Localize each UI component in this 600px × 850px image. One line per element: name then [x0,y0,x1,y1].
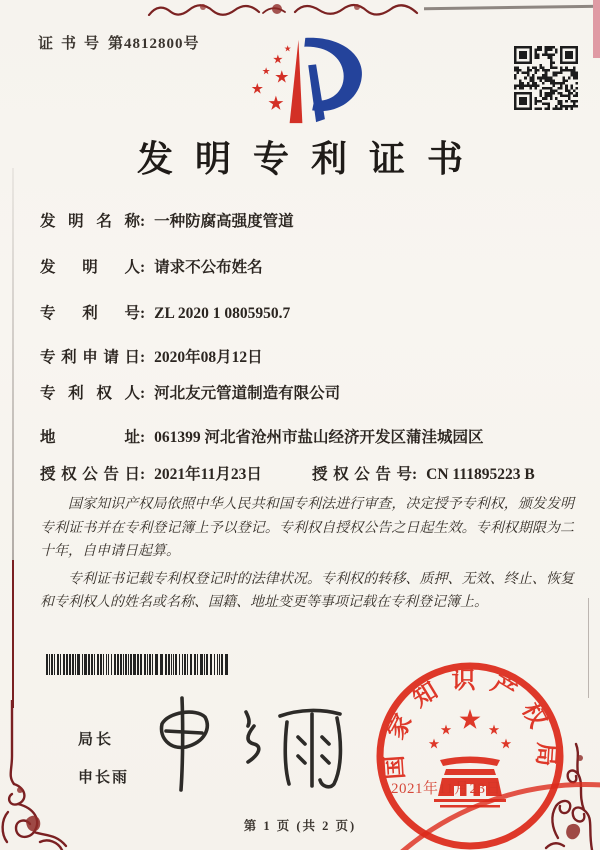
field-value: CN 111895223 B [426,466,535,483]
left-fold-line [12,168,14,568]
legal-paragraph-1: 国家知识产权局依照中华人民共和国专利法进行审查，决定授予专利权，颁发发明专利证书并在专利登记簿上予以登记。专利权自授权公告之日起生效。专利权期限为二十年，自申请日起算。 [40,497,574,559]
cnipa-logo-icon [232,32,407,128]
field-value: 2021年11月23日 [154,466,262,483]
director-signature-icon [150,692,350,797]
page-number: 第 1 页 (共 2 页) [243,819,357,833]
field-colon: : [140,385,146,402]
grant-number-cell [312,465,535,485]
field-colon: : [140,213,146,230]
field-value: 061399 河北省沧州市盐山经济开发区蒲洼城园区 [154,429,484,446]
qr-code-icon [514,46,578,110]
field-label: 专利申请日 [40,349,140,366]
field-row-invention-name [40,212,580,232]
field-list [40,212,580,485]
field-colon: : [140,466,146,483]
signatory-title: 局长 [78,732,115,748]
seal-date-text: 2021年11月23日 [391,781,501,797]
field-colon: : [140,429,146,446]
signatory-name: 申长雨 [78,770,130,786]
certificate-number-label: 证书号 [38,36,100,52]
field-value: ZL 2020 1 0805950.7 [154,305,291,322]
field-row-filing-date [40,348,580,368]
field-colon: : [140,259,146,276]
top-ornament-border [145,0,437,16]
field-colon: : [140,305,146,322]
field-label: 专利权人 [40,385,140,402]
right-fold-line [588,598,589,698]
signatory-block [78,728,129,787]
field-row-address [40,428,580,448]
field-label: 发明人 [40,259,140,276]
field-value: 一种防腐高强度管道 [154,213,294,230]
field-value: 请求不公布姓名 [154,259,263,276]
legal-paragraph-2: 专利证书记载专利权登记时的法律状况。专利权的转移、质押、无效、终止、恢复和专利权人的姓名或名称、国籍、地址变更等事项记载在专利登记簿上。 [40,571,574,610]
field-value: 河北友元管道制造有限公司 [154,385,341,402]
left-border-line [12,560,14,708]
certificate-title: 发明专利证书 [136,139,485,179]
field-label: 授权公告日 [40,466,140,483]
right-edge-strip [593,0,600,58]
legal-text [40,493,574,615]
field-row-patentee [40,384,580,404]
field-value: 2020年08月12日 [154,349,263,366]
field-row-patent-number [40,304,580,324]
field-label: 地址 [40,429,140,446]
seal-org-text: 国家知识产权局 [380,668,560,781]
field-row-inventor [40,258,580,278]
barcode [46,654,231,675]
grant-date-cell [40,465,312,485]
field-label: 发明名称 [40,213,140,230]
field-label: 授权公告号 [312,466,412,483]
field-label: 专利号 [40,305,140,322]
certificate-number-value: 第4812800号 [108,36,200,52]
page-edge-line [424,5,600,10]
field-colon: : [412,466,418,483]
field-colon: : [140,349,146,366]
certificate-number [38,32,200,53]
field-row-grant [40,465,580,485]
